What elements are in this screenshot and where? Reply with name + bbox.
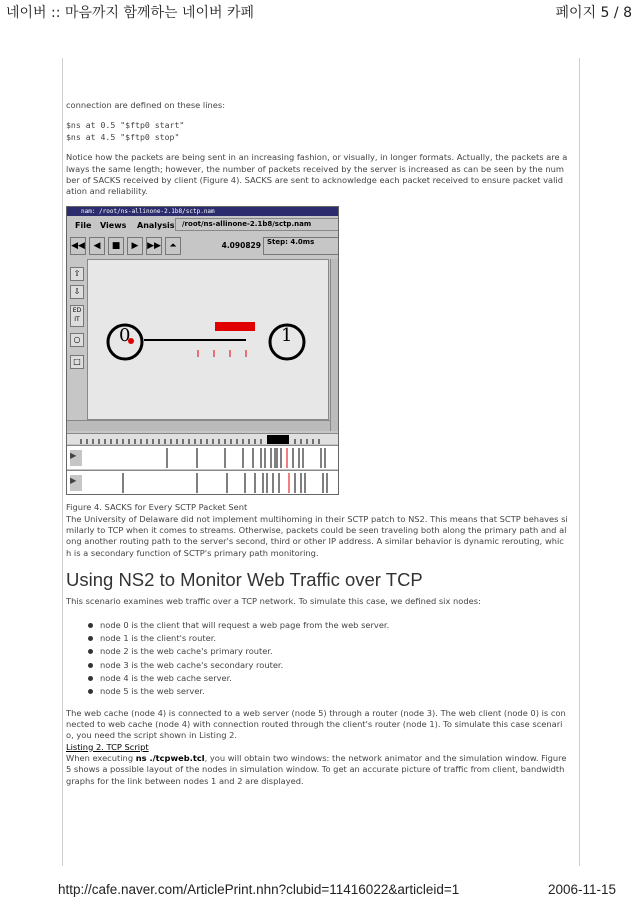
edit-button-label: ED IT bbox=[70, 305, 84, 327]
fast-forward-icon: ▶▶ bbox=[146, 237, 162, 255]
list-item: node 1 is the client's router. bbox=[88, 632, 568, 645]
page-header bbox=[6, 2, 632, 20]
timeline-marker bbox=[267, 435, 289, 444]
list-item: node 4 is the web cache server. bbox=[88, 672, 568, 685]
rewind-icon: ◀◀ bbox=[70, 237, 86, 255]
expand-arrow-icon: ▶ bbox=[70, 450, 82, 466]
paragraph-packets: Notice how the packets are being sent in an increasing fashion, or visually, in longer formats. Actually, the packets are always the same length; however, the number of packets received by the server is increased as can be seen by the number of SACKS received by client (Figure 4). SACKS are sent to acknowledge each packet received to ensure packet validation and reliability. bbox=[66, 152, 568, 197]
nam-time-readout: 4.090829 bbox=[221, 241, 261, 251]
bandwidth-graph-1 bbox=[67, 445, 339, 469]
header-title: 네이버 :: 마음까지 함께하는 네이버 카페 bbox=[6, 5, 255, 21]
code-block bbox=[66, 120, 568, 143]
execution-text-post: , you will obtain two windows: the network animator and the simulation window. Figure 5 shows a possible layout of the nodes in simulation window. To get an accurate picture of traffic from client, bandwidth graphs for the link between nodes 1 and 2 are displayed. bbox=[66, 753, 567, 786]
page-number: 페이지 5 / 8 bbox=[555, 5, 632, 21]
nam-window-title: nam: /root/ns-allinone-2.1b8/sctp.nam bbox=[67, 207, 338, 216]
paragraph-scenario: This scenario examines web traffic over a TCP network. To simulate this case, we defined six nodes: bbox=[66, 595, 481, 606]
zoom-out-icon: ⇩ bbox=[70, 285, 84, 299]
code-line: $ns at 4.5 "$ftp0 stop" bbox=[66, 131, 180, 142]
code-line: $ns at 0.5 "$ftp0 start" bbox=[66, 120, 185, 131]
graph-1-bars bbox=[67, 446, 339, 470]
node-0-label: 0 bbox=[119, 325, 131, 347]
listing-2-link[interactable]: Listing 2. TCP Script bbox=[66, 741, 149, 752]
nam-file-path: /root/ns-allinone-2.1b8/sctp.nam bbox=[175, 218, 339, 231]
command-text: ns ./tcpweb.tcl bbox=[135, 753, 205, 764]
section-heading: Using NS2 to Monitor Web Traffic over TCP bbox=[66, 568, 423, 590]
page-footer bbox=[58, 882, 616, 900]
nam-timeline-ticks bbox=[67, 433, 339, 444]
graph-2-bars bbox=[67, 471, 339, 495]
collapse-icon: ⏶ bbox=[165, 237, 181, 255]
nam-step-readout: Step: 4.0ms bbox=[263, 237, 339, 255]
paragraph-execution bbox=[66, 753, 568, 787]
paragraph-webcache: The web cache (node 4) is connected to a web server (node 5) through a router (node 3). The web client (node 0) is connected to web cache (node 4) with connection routed through the client's router (node 1). To simulate this case scenario, you need the script shown in Listing 2. bbox=[66, 707, 566, 741]
timeline-ticks-svg bbox=[67, 434, 339, 444]
play-icon: ▶ bbox=[127, 237, 143, 255]
back-icon: ◀ bbox=[89, 237, 105, 255]
list-item: node 3 is the web cache's secondary router. bbox=[88, 659, 568, 672]
menu-views: Views bbox=[100, 221, 127, 231]
zoom-in-icon: ⇧ bbox=[70, 267, 84, 281]
paragraph-multihoming: The University of Delaware did not implement multihoming in their SCTP patch to NS2. This means that SCTP behaves similarly to TCP when it comes to streams. Otherwise, packets could be seen traveling both along the primary path and along another routing path to the server's second, third or other IP address. A similar behavior is dynamic rerouting, which is a secondary function of SCTP's primary path monitoring. bbox=[66, 513, 568, 558]
paragraph-intro: connection are defined on these lines: bbox=[66, 100, 226, 110]
article-content bbox=[66, 100, 568, 796]
footer-url: http://cafe.naver.com/ArticlePrint.nhn?clubid=11416022&articleid=1 bbox=[58, 882, 460, 897]
node-list bbox=[88, 619, 568, 698]
list-item: node 0 is the client that will request a web page from the web server. bbox=[88, 619, 568, 632]
square-tool-icon: □ bbox=[70, 355, 84, 369]
stop-icon: ■ bbox=[108, 237, 124, 255]
figure-nam-screenshot bbox=[66, 206, 339, 495]
figure-caption: Figure 4. SACKS for Every SCTP Packet Sent bbox=[66, 502, 248, 513]
nam-vertical-scrollbar bbox=[330, 259, 339, 431]
packet-block bbox=[215, 322, 255, 331]
nam-horizontal-scrollbar bbox=[67, 420, 330, 431]
nam-canvas bbox=[87, 259, 329, 420]
bandwidth-graph-2 bbox=[67, 470, 339, 494]
menu-file: File bbox=[75, 221, 92, 231]
node-1-label: 1 bbox=[281, 325, 293, 347]
execution-text-pre: When executing bbox=[66, 753, 136, 764]
circle-tool-icon: ○ bbox=[70, 333, 84, 347]
expand-arrow-icon: ▶ bbox=[70, 475, 82, 491]
list-item: node 5 is the web server. bbox=[88, 685, 568, 698]
menu-analysis: Analysis bbox=[137, 221, 175, 231]
footer-date: 2006-11-15 bbox=[547, 882, 616, 897]
list-item: node 2 is the web cache's primary router. bbox=[88, 645, 568, 658]
